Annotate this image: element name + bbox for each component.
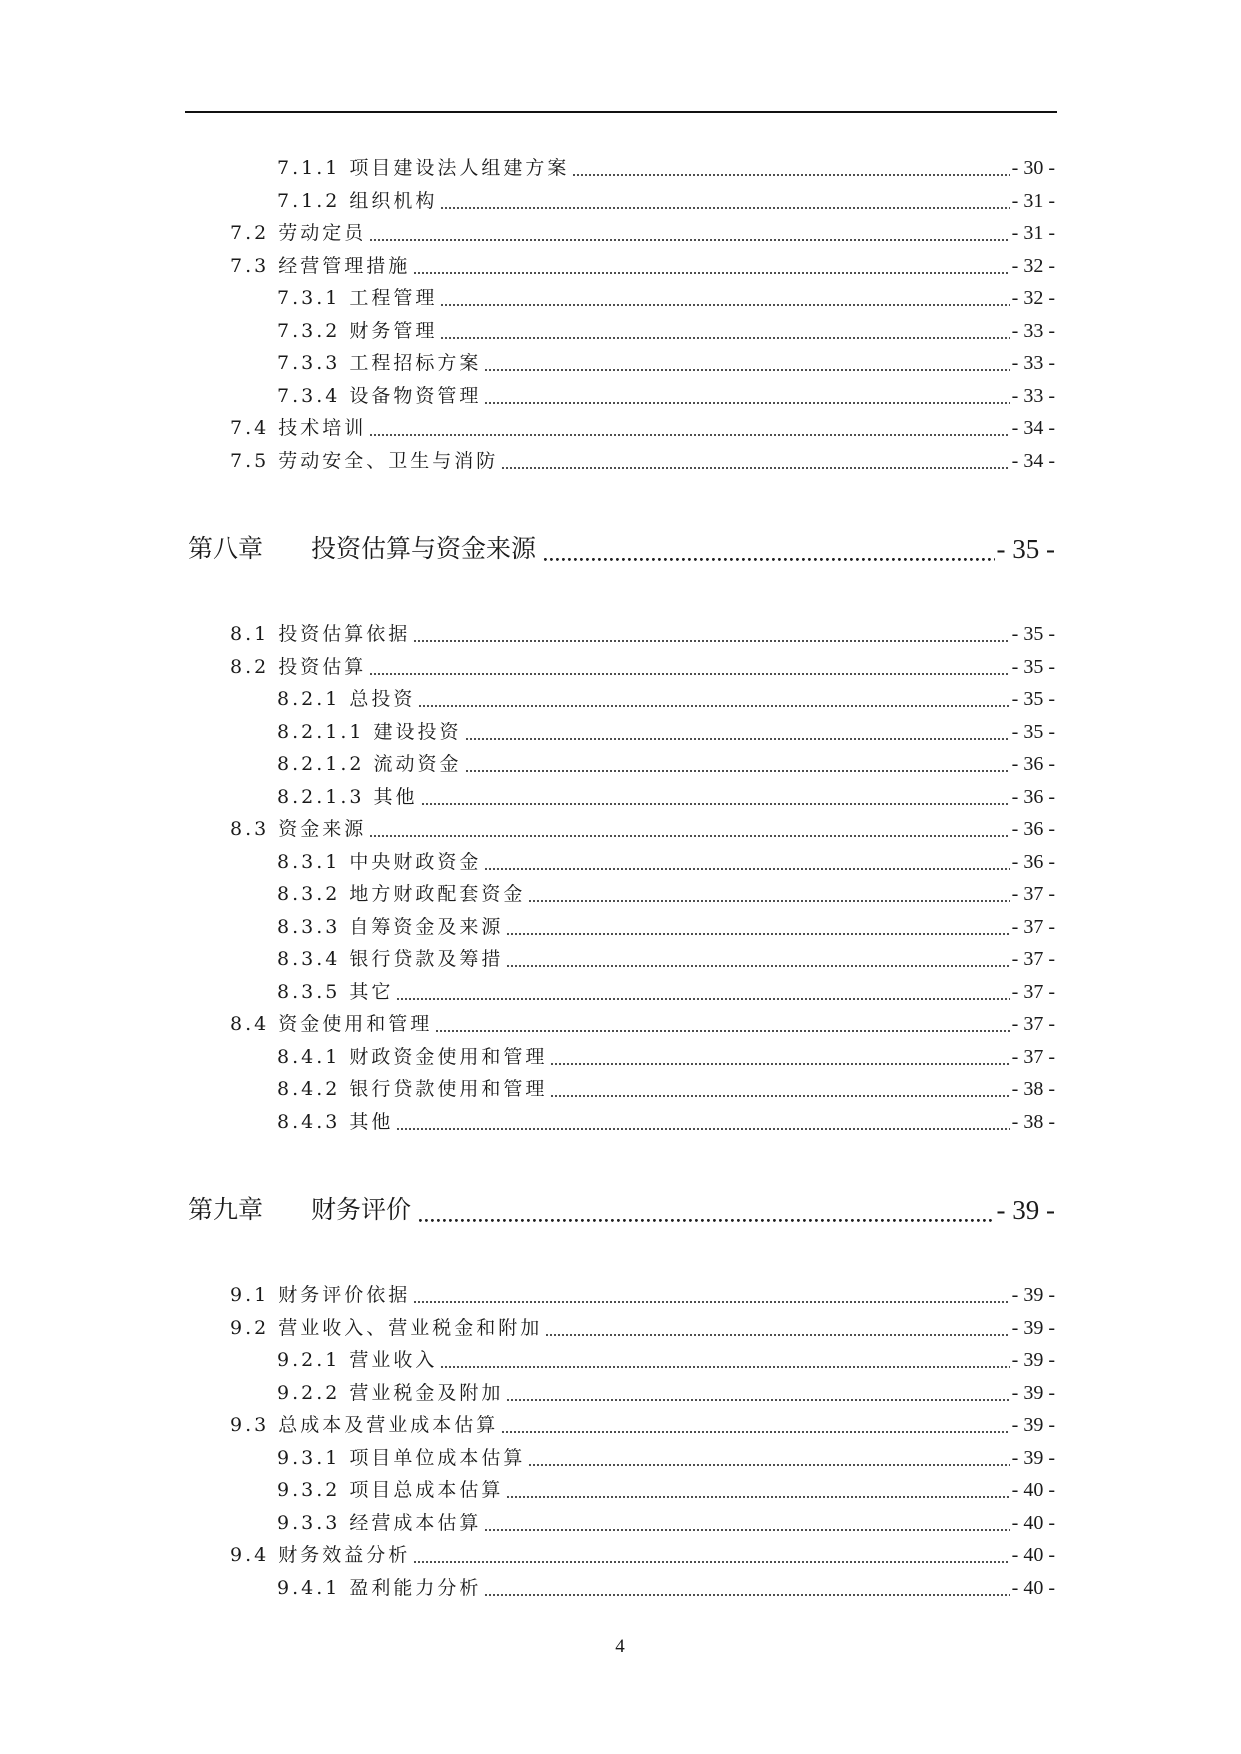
- toc-entry-page: - 40 -: [1011, 1544, 1055, 1566]
- toc-leader: [414, 1539, 1009, 1572]
- toc-entry-label: 7.3 经营管理措施: [230, 254, 411, 277]
- toc-leader: [397, 976, 1009, 1009]
- toc-entry: [185, 1409, 1055, 1442]
- toc-entry-page: - 36 -: [1011, 785, 1055, 808]
- toc-entry: [185, 1507, 1055, 1540]
- toc-leader: [441, 282, 1009, 315]
- toc-entry-label: 7.4 技术培训: [230, 417, 367, 439]
- toc-entry-page: - 40 -: [1011, 1479, 1055, 1501]
- toc-entry: [185, 781, 1055, 814]
- toc-entry: [185, 651, 1055, 684]
- toc-leader: [485, 1507, 1009, 1540]
- toc-leader: [441, 185, 1009, 218]
- toc-entry-page: - 37 -: [1011, 915, 1055, 938]
- toc-entry: [185, 911, 1055, 944]
- toc-entry-label: 7.1.2 组织机构: [277, 189, 438, 212]
- toc-leader: [507, 911, 1009, 944]
- chapter-title: 财务评价: [311, 1195, 412, 1224]
- toc-entry-page: - 35 -: [1011, 623, 1055, 645]
- toc-entry: [185, 1377, 1055, 1410]
- chapter-page: - 35 -: [996, 534, 1055, 564]
- toc-leader: [544, 529, 994, 569]
- toc-leader: [414, 618, 1009, 651]
- toc-leader: [397, 1106, 1009, 1139]
- toc-entry-page: - 37 -: [1011, 980, 1055, 1003]
- toc-leader: [507, 943, 1009, 976]
- toc-entry-label: 8.3 资金来源: [230, 818, 367, 840]
- toc-leader: [414, 250, 1009, 283]
- toc-entry: [185, 315, 1055, 348]
- toc-entry-label: 7.1.1 项目建设法人组建方案: [277, 157, 570, 179]
- toc-entry-label: 8.4.1 财政资金使用和管理: [277, 1045, 548, 1068]
- toc-entry-page: - 33 -: [1011, 384, 1055, 407]
- toc-entry-label: 8.2.1.2 流动资金: [277, 753, 462, 775]
- toc-entry: [185, 878, 1055, 911]
- toc-entry-page: - 37 -: [1011, 1013, 1055, 1035]
- toc-entry-page: - 36 -: [1011, 753, 1055, 775]
- page-number: 4: [615, 1636, 625, 1657]
- toc-leader: [485, 347, 1009, 380]
- toc-entry: [185, 185, 1055, 218]
- toc-leader: [485, 846, 1009, 879]
- toc-entry-label: 8.2.1.1 建设投资: [277, 720, 462, 743]
- toc-entry-page: - 39 -: [1011, 1381, 1055, 1404]
- toc-entry: [185, 846, 1055, 879]
- toc-entry-label: 8.3.1 中央财政资金: [277, 850, 482, 873]
- toc-leader: [529, 1442, 1009, 1475]
- toc-entry-page: - 35 -: [1011, 720, 1055, 743]
- toc-entry-page: - 34 -: [1011, 449, 1055, 472]
- toc-entry-page: - 32 -: [1011, 254, 1055, 277]
- chapter-number: 第九章: [188, 1195, 264, 1224]
- toc-entry-page: - 39 -: [1011, 1284, 1055, 1306]
- toc-entry-page: - 35 -: [1011, 655, 1055, 678]
- toc-entry-label: 9.3.3 经营成本估算: [277, 1511, 482, 1534]
- toc-entry: [185, 976, 1055, 1009]
- toc-leader: [466, 748, 1010, 781]
- toc-entry-page: - 40 -: [1011, 1576, 1055, 1599]
- toc-entry: [185, 1073, 1055, 1106]
- toc-entry-page: - 31 -: [1011, 222, 1055, 244]
- toc-leader: [502, 1409, 1009, 1442]
- toc-entry-label: 9.3.1 项目单位成本估算: [277, 1446, 526, 1469]
- toc-entry-label: 8.2.1.3 其他: [277, 785, 418, 808]
- toc-entry-label: 8.2 投资估算: [230, 655, 367, 678]
- toc-entry-page: - 31 -: [1011, 189, 1055, 212]
- toc-leader: [422, 781, 1010, 814]
- toc-entry-page: - 37 -: [1011, 1045, 1055, 1068]
- toc-entry-label: 8.4.2 银行贷款使用和管理: [277, 1078, 548, 1100]
- toc-leader: [370, 813, 1009, 846]
- toc-entry-page: - 38 -: [1011, 1078, 1055, 1100]
- toc-list-chapter9: [185, 1279, 1055, 1604]
- toc-entry-label: 9.4.1 盈利能力分析: [277, 1576, 482, 1599]
- toc-leader: [436, 1008, 1009, 1041]
- toc-leader: [419, 683, 1009, 716]
- toc-entry: [185, 1572, 1055, 1605]
- toc-entry-label: 9.2.2 营业税金及附加: [277, 1381, 504, 1404]
- toc-leader: [370, 651, 1009, 684]
- toc-entry: [185, 1344, 1055, 1377]
- toc-entry-label: 9.1 财务评价依据: [230, 1284, 411, 1306]
- toc-list-chapter7: [185, 152, 1055, 477]
- toc-entry: [185, 1442, 1055, 1475]
- toc-entry: [185, 683, 1055, 716]
- toc-entry-label: 8.3.2 地方财政配套资金: [277, 883, 526, 905]
- toc-entry-page: - 36 -: [1011, 850, 1055, 873]
- toc-entry-page: - 37 -: [1011, 948, 1055, 970]
- toc-entry-label: 9.2 营业收入、营业税金和附加: [230, 1316, 543, 1339]
- toc-entry-page: - 39 -: [1011, 1414, 1055, 1436]
- toc-entry-page: - 39 -: [1011, 1349, 1055, 1371]
- toc-entry: [185, 380, 1055, 413]
- toc-leader: [370, 412, 1009, 445]
- chapter-heading: [185, 529, 1055, 569]
- toc-leader: [507, 1474, 1009, 1507]
- toc-entry-label: 9.3 总成本及营业成本估算: [230, 1414, 499, 1436]
- toc-entry: [185, 282, 1055, 315]
- toc-entry: [185, 1041, 1055, 1074]
- toc-entry: [185, 217, 1055, 250]
- toc-entry: [185, 716, 1055, 749]
- toc-leader: [414, 1279, 1009, 1312]
- toc-entry-label: 8.1 投资估算依据: [230, 623, 411, 645]
- toc-entry-label: 8.4.3 其他: [277, 1110, 394, 1133]
- toc-leader: [419, 1190, 994, 1230]
- toc-list-chapter8: [185, 618, 1055, 1138]
- toc-entry-page: - 34 -: [1011, 417, 1055, 439]
- toc-entry-label: 7.3.3 工程招标方案: [277, 352, 482, 374]
- toc-entry-label: 7.5 劳动安全、卫生与消防: [230, 449, 499, 472]
- toc-entry-page: - 35 -: [1011, 688, 1055, 710]
- toc-entry-page: - 40 -: [1011, 1511, 1055, 1534]
- toc-entry-label: 8.2.1 总投资: [277, 688, 416, 710]
- toc-leader: [529, 878, 1009, 911]
- toc-entry: [185, 152, 1055, 185]
- toc-entry: [185, 250, 1055, 283]
- toc-entry-page: - 37 -: [1011, 883, 1055, 905]
- toc-leader: [551, 1041, 1009, 1074]
- toc-entry-label: 8.3.5 其它: [277, 980, 394, 1003]
- toc-entry: [185, 1539, 1055, 1572]
- toc-entry-page: - 39 -: [1011, 1316, 1055, 1339]
- chapter-title: 投资估算与资金来源: [311, 534, 537, 563]
- toc-leader: [551, 1073, 1009, 1106]
- toc-entry-label: 9.4 财务效益分析: [230, 1544, 411, 1566]
- toc-entry: [185, 813, 1055, 846]
- chapter-heading: [185, 1190, 1055, 1230]
- toc-entry-label: 8.3.4 银行贷款及筹措: [277, 948, 504, 970]
- toc-entry-label: 7.2 劳动定员: [230, 222, 367, 244]
- toc-entry: [185, 618, 1055, 651]
- toc-entry: [185, 412, 1055, 445]
- toc-entry-label: 8.3.3 自筹资金及来源: [277, 915, 504, 938]
- toc-entry-label: 7.3.2 财务管理: [277, 319, 438, 342]
- toc-entry: [185, 1474, 1055, 1507]
- toc-entry: [185, 943, 1055, 976]
- toc-entry-page: - 30 -: [1011, 157, 1055, 179]
- toc-entry: [185, 1279, 1055, 1312]
- chapter-page: - 39 -: [996, 1195, 1055, 1225]
- toc-entry-page: - 33 -: [1011, 352, 1055, 374]
- toc-entry: [185, 748, 1055, 781]
- toc-entry-page: - 33 -: [1011, 319, 1055, 342]
- toc-leader: [485, 1572, 1009, 1605]
- toc-entry: [185, 445, 1055, 478]
- toc-leader: [502, 445, 1009, 478]
- toc-leader: [485, 380, 1009, 413]
- toc-entry: [185, 1312, 1055, 1345]
- toc-leader: [546, 1312, 1009, 1345]
- toc-entry-page: - 39 -: [1011, 1446, 1055, 1469]
- toc-entry-page: - 38 -: [1011, 1110, 1055, 1133]
- toc-leader: [441, 315, 1009, 348]
- toc-entry-page: - 36 -: [1011, 818, 1055, 840]
- chapter-number: 第八章: [188, 534, 264, 563]
- toc-entry-label: 8.4 资金使用和管理: [230, 1013, 433, 1035]
- header-rule: [185, 111, 1057, 113]
- toc-entry: [185, 1008, 1055, 1041]
- toc-entry: [185, 1106, 1055, 1139]
- toc-leader: [466, 716, 1010, 749]
- toc-entry: [185, 347, 1055, 380]
- toc-entry-label: 7.3.1 工程管理: [277, 287, 438, 309]
- toc-leader: [507, 1377, 1009, 1410]
- toc-entry-label: 7.3.4 设备物资管理: [277, 384, 482, 407]
- toc-leader: [573, 152, 1009, 185]
- toc-entry-page: - 32 -: [1011, 287, 1055, 309]
- toc-entry-label: 9.2.1 营业收入: [277, 1349, 438, 1371]
- toc-entry-label: 9.3.2 项目总成本估算: [277, 1479, 504, 1501]
- toc-leader: [441, 1344, 1009, 1377]
- toc-leader: [370, 217, 1009, 250]
